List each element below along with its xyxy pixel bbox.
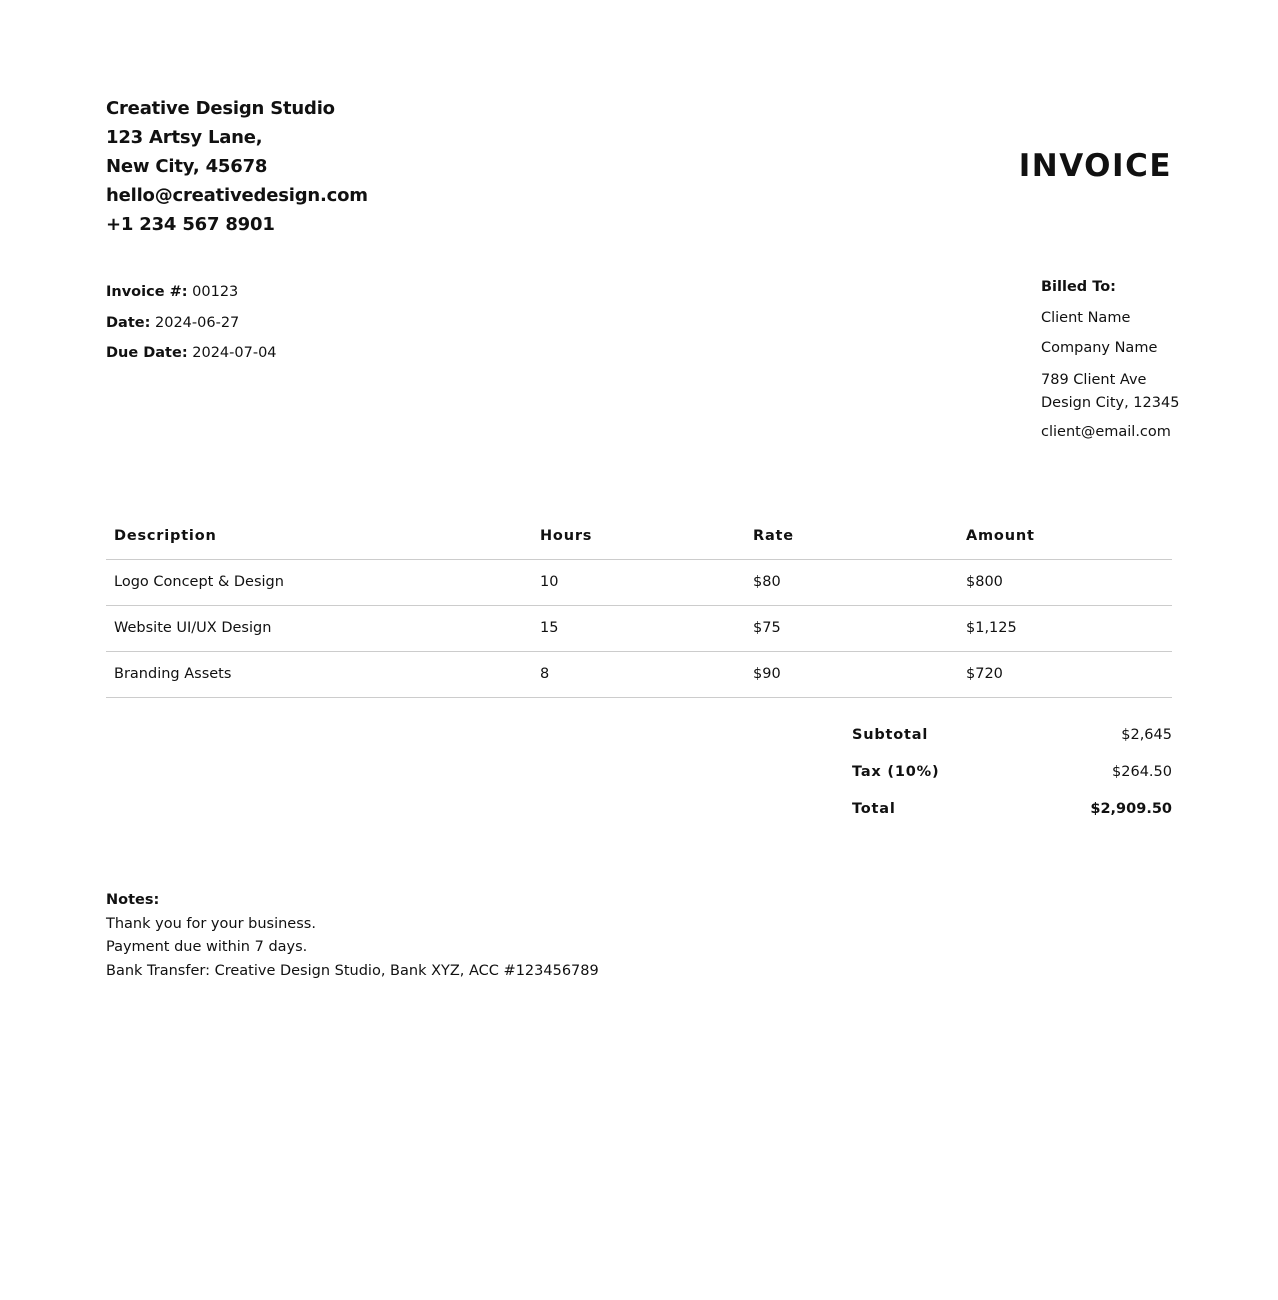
company-phone: +1 234 567 8901: [106, 214, 275, 235]
due-date-label: Due Date:: [106, 345, 188, 361]
client-address: [1041, 369, 1179, 415]
tax-label: Tax (10%): [852, 764, 940, 780]
notes-line: Payment due within 7 days.: [106, 939, 308, 955]
due-date-row: [106, 338, 277, 369]
total-label: Total: [852, 801, 896, 817]
client-email: client@email.com: [1041, 423, 1171, 440]
client-address-line2: Design City, 12345: [1041, 394, 1180, 411]
total-value: $2,909.50: [1090, 801, 1172, 817]
invoice-meta: [106, 277, 277, 369]
tax-row: [852, 764, 1172, 801]
invoice-title: INVOICE: [1018, 148, 1172, 184]
invoice-date-label: Date:: [106, 314, 151, 331]
subtotal-value: $2,645: [1121, 727, 1172, 743]
billed-to-label: Billed To:: [1041, 279, 1116, 295]
invoice-number-label: Invoice #:: [106, 284, 188, 300]
item-amount: $720: [958, 651, 1172, 697]
item-rate: $75: [745, 605, 958, 651]
subtotal-row: [852, 727, 1172, 764]
invoice-date-row: [106, 308, 277, 339]
item-description: Website UI/UX Design: [106, 605, 532, 651]
invoice-number-row: [106, 277, 277, 308]
table-row: [106, 651, 1172, 697]
notes-line: Bank Transfer: Creative Design Studio, Bank XYZ, ACC #123456789: [106, 962, 599, 979]
item-hours: 8: [532, 651, 745, 697]
tax-value: $264.50: [1112, 764, 1172, 780]
header-rate: Rate: [745, 514, 958, 559]
client-name: Client Name: [1041, 309, 1131, 326]
header-description: Description: [106, 514, 532, 559]
company-address-line2: New City, 45678: [106, 156, 268, 177]
company-info: [106, 94, 368, 239]
table-row: [106, 559, 1172, 605]
company-name: Creative Design Studio: [106, 98, 335, 119]
header-amount: Amount: [958, 514, 1172, 559]
item-description: Logo Concept & Design: [106, 559, 532, 605]
item-rate: $90: [745, 651, 958, 697]
notes-label: Notes:: [106, 892, 160, 908]
notes-section: [106, 889, 599, 983]
item-description: Branding Assets: [106, 651, 532, 697]
company-address-line1: 123 Artsy Lane,: [106, 127, 263, 148]
item-amount: $1,125: [958, 605, 1172, 651]
client-address-line1: 789 Client Ave: [1041, 371, 1147, 388]
invoice-date-value: 2024-06-27: [155, 314, 240, 331]
notes-line: Thank you for your business.: [106, 915, 316, 932]
item-rate: $80: [745, 559, 958, 605]
table-header-row: [106, 514, 1172, 559]
billed-to: [1041, 277, 1179, 452]
table-row: [106, 605, 1172, 651]
header-hours: Hours: [532, 514, 745, 559]
item-hours: 15: [532, 605, 745, 651]
subtotal-label: Subtotal: [852, 727, 929, 743]
due-date-value: 2024-07-04: [192, 345, 277, 361]
company-email: hello@creativedesign.com: [106, 185, 368, 206]
item-hours: 10: [532, 559, 745, 605]
total-row: [852, 801, 1172, 838]
item-amount: $800: [958, 559, 1172, 605]
totals-summary: [852, 727, 1172, 838]
invoice-number-value: 00123: [192, 284, 239, 300]
client-company: Company Name: [1041, 340, 1158, 356]
line-items-table: [106, 514, 1172, 698]
